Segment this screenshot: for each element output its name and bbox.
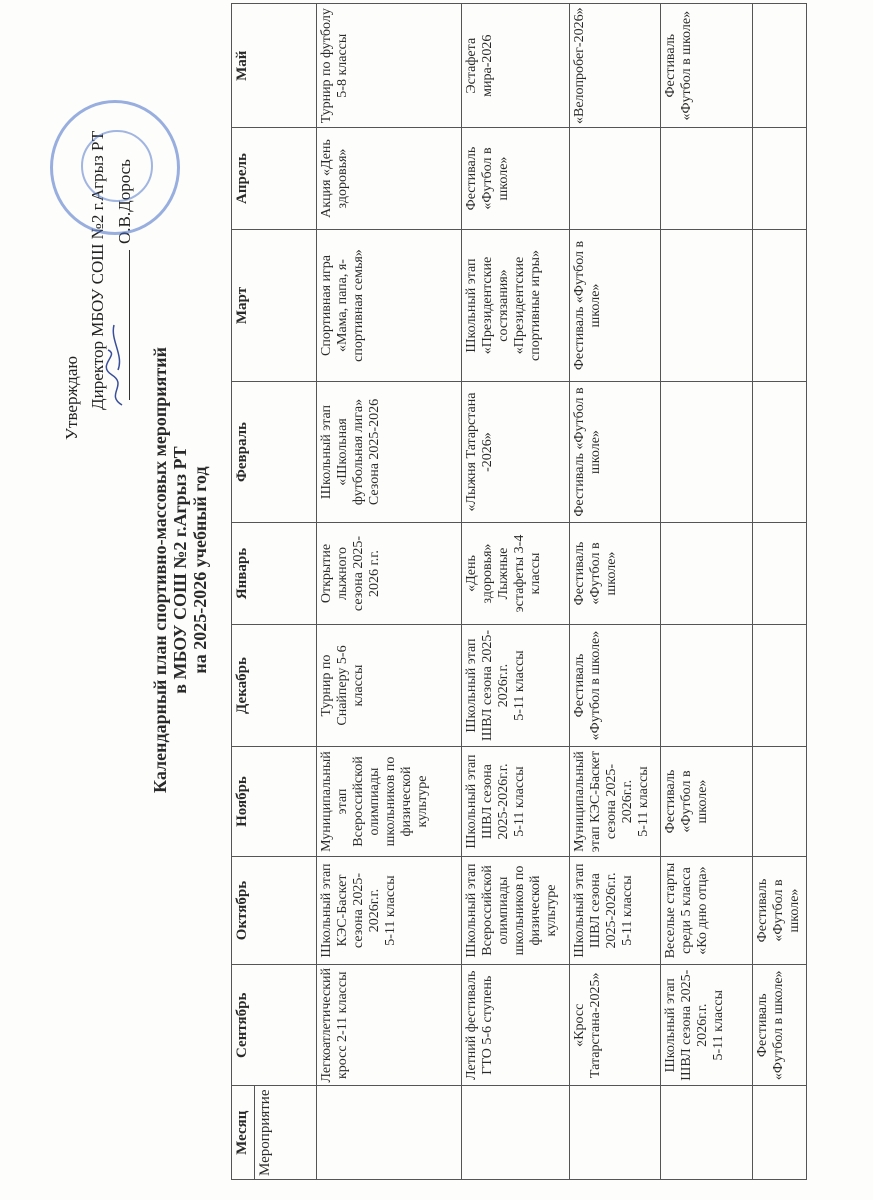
header-row — [232, 4, 317, 1180]
event-cell: Фестиваль «Футбол в школе» — [661, 4, 753, 128]
month-header-cell: Февраль — [232, 382, 317, 523]
event-cell — [661, 382, 753, 523]
approval-director: Директор МБОУ СОШ №2 г.Агрыз РТ — [88, 130, 107, 410]
row-label-cell — [462, 1086, 570, 1180]
event-cell: Фестиваль «Футбол в школе» — [570, 230, 661, 382]
table-row — [462, 4, 570, 1180]
month-header-cell: Май — [232, 4, 317, 128]
event-cell: Школьный этап ШВЛ сезона 2025-2026г.г. 5-11 классы — [462, 625, 570, 747]
row-label-cell — [753, 1086, 807, 1180]
event-cell — [753, 4, 807, 128]
row-label-cell — [317, 1086, 462, 1180]
event-cell: Легкоатлетический кросс 2-11 классы — [317, 965, 462, 1086]
event-cell: Фестиваль «Футбол в школе» — [570, 382, 661, 523]
month-header-cell: Январь — [232, 523, 317, 625]
event-cell — [753, 230, 807, 382]
table-row — [570, 4, 661, 1180]
event-cell: Школьный этап «Школьная футбольная лига» Сезона 2025-2026 — [317, 382, 462, 523]
table-row — [753, 4, 807, 1180]
event-cell: Фестиваль «Футбол в школе» — [661, 747, 753, 857]
event-cell: Фестиваль «Футбол в школе» — [570, 523, 661, 625]
event-cell: Эстафета мира-2026 — [462, 4, 570, 128]
event-cell: Школьный этап ШВЛ сезона 2025-2026г.г. 5-11 классы — [462, 747, 570, 857]
event-cell: Школьный этап Всероссийской олимпиады школьников по физической культуре — [462, 857, 570, 965]
event-cell — [661, 523, 753, 625]
month-header-cell: Сентябрь — [232, 965, 317, 1086]
event-cell: Фестиваль «Футбол в школе» — [462, 128, 570, 230]
title-line-3: на 2025-2026 учебный год — [190, 466, 210, 674]
title-line-1: Календарный план спортивно-массовых мероприятий — [150, 347, 170, 793]
event-cell: Муниципальный этап Всероссийской олимпиады школьников по физической культуре — [317, 747, 462, 857]
month-label: Месяц — [232, 1087, 255, 1180]
approval-name: О.В.Дорось — [115, 159, 134, 244]
table-row — [317, 4, 462, 1180]
event-cell — [753, 382, 807, 523]
event-cell: Открытие лыжного сезона 2025-2026 г.г. — [317, 523, 462, 625]
event-cell — [661, 230, 753, 382]
title-line-2: в МБОУ СОШ №2 г.Агрыз РТ — [170, 446, 190, 694]
event-cell: Школьный этап КЭС-Баскет сезона 2025-2026г.г. 5-11 классы — [317, 857, 462, 965]
month-header-cell: Март — [232, 230, 317, 382]
event-cell: Школьный этап ШВЛ сезона 2025-2026г.г. 5-11 классы — [570, 857, 661, 965]
approval-heading: Утверждаю — [62, 355, 81, 440]
school-stamp-icon — [50, 100, 180, 235]
event-cell: Муниципальный этап КЭС-Баскет сезона 2025-2026г.г. 5-11 классы — [570, 747, 661, 857]
event-cell: «День здоровья» Лыжные эстафеты 3-4 классы — [462, 523, 570, 625]
event-cell — [570, 128, 661, 230]
event-cell — [753, 128, 807, 230]
event-label: Мероприятие — [257, 1089, 273, 1176]
event-cell: «Лыжня Татарстана -2026» — [462, 382, 570, 523]
event-cell — [661, 128, 753, 230]
row-label-cell — [570, 1086, 661, 1180]
month-header-cell: Апрель — [232, 128, 317, 230]
event-cell: Спортивная игра «Мама, папа, я-спортивная семья» — [317, 230, 462, 382]
event-cell: «Кросс Татарстана-2025» — [570, 965, 661, 1086]
document-title — [150, 270, 210, 870]
event-cell: Школьный этап ШВЛ сезона 2025-2026г.г. 5-11 классы — [661, 965, 753, 1086]
event-cell: Фестиваль «Футбол в школе» — [753, 965, 807, 1086]
event-cell: Летний фестиваль ГТО 5-6 ступень — [462, 965, 570, 1086]
event-cell: Школьный этап «Президентские состязания» «Президентские спортивные игры» — [462, 230, 570, 382]
event-cell — [753, 747, 807, 857]
event-cell: Веселые старты среди 5 класса «Ко дню отца» — [661, 857, 753, 965]
signature-icon — [100, 320, 130, 410]
month-header-cell: Октябрь — [232, 857, 317, 965]
month-header-cell: Ноябрь — [232, 747, 317, 857]
event-cell — [661, 625, 753, 747]
event-cell: «Велопробег-2026» — [570, 4, 661, 128]
row-label-cell — [661, 1086, 753, 1180]
event-cell: Фестиваль «Футбол в школе» — [570, 625, 661, 747]
events-calendar-table — [231, 3, 807, 1180]
table-row — [661, 4, 753, 1180]
event-cell — [753, 523, 807, 625]
event-cell: Турнир по футболу 5-8 классы — [317, 4, 462, 128]
event-cell: Турнир по Снайперу 5-6 классы — [317, 625, 462, 747]
event-cell: Акция «День здоровья» — [317, 128, 462, 230]
event-cell: Фестиваль «Футбол в школе» — [753, 857, 807, 965]
event-cell — [753, 625, 807, 747]
month-header-cell: Декабрь — [232, 625, 317, 747]
header-corner-cell — [232, 1086, 317, 1180]
